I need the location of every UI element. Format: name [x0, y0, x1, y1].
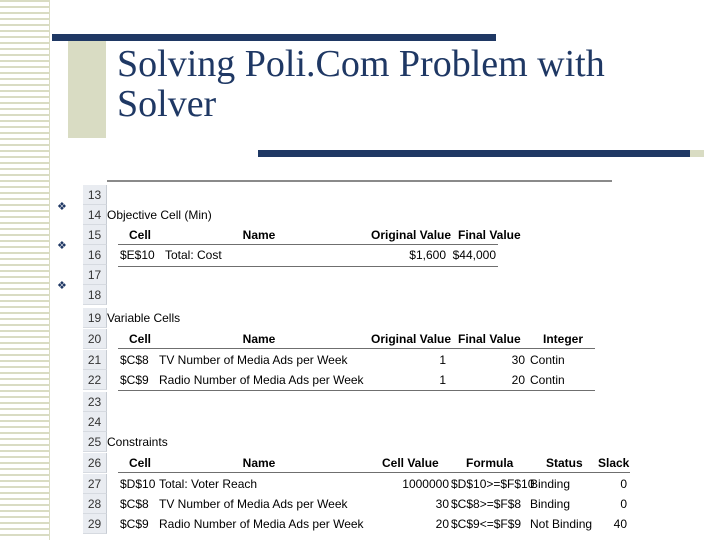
constraint-formula[interactable]: $C$9<=$F$9 — [451, 517, 522, 531]
constraints-header-name[interactable]: Name — [242, 456, 276, 470]
row-number[interactable]: 23 — [83, 392, 107, 412]
row-number[interactable]: 22 — [83, 370, 107, 390]
constraint-formula[interactable]: $D$10>=$F$10 — [451, 477, 535, 491]
constraint-cell-name[interactable]: Total: Voter Reach — [159, 477, 258, 491]
constraint-status[interactable]: Binding — [530, 477, 571, 491]
constraint-cell-ref[interactable]: $D$10 — [120, 477, 156, 491]
row-number[interactable]: 13 — [83, 185, 107, 205]
objective-header-name[interactable]: Name — [242, 228, 276, 242]
row-number[interactable]: 25 — [83, 432, 107, 452]
row-number[interactable]: 20 — [83, 329, 107, 349]
constraints-section-title[interactable]: Constraints — [107, 435, 168, 449]
objective-final-value[interactable]: $44,000 — [452, 248, 496, 262]
objective-header-cell[interactable]: Cell — [129, 228, 152, 242]
objective-cell-name[interactable]: Total: Cost — [165, 248, 222, 262]
constraint-slack[interactable]: 0 — [620, 477, 627, 491]
solver-report-sheet — [83, 180, 643, 540]
table-row — [83, 370, 643, 390]
variable-integer[interactable]: Contin — [530, 373, 565, 387]
title-bottom-bar — [258, 150, 690, 157]
title-bottom-bar-end — [690, 150, 704, 157]
constraint-cell-ref[interactable]: $C$8 — [120, 497, 149, 511]
variable-header-cell[interactable]: Cell — [129, 332, 152, 346]
constraints-header-formula[interactable]: Formula — [466, 456, 514, 470]
sheet-top-border — [107, 180, 612, 182]
objective-header-final[interactable]: Final Value — [458, 228, 521, 242]
sheet-row — [83, 392, 643, 412]
sheet-row — [83, 329, 643, 349]
objective-section-title[interactable]: Objective Cell (Min) — [107, 208, 212, 222]
variable-original-value[interactable]: 1 — [439, 353, 446, 367]
constraint-cell-value[interactable]: 20 — [435, 517, 449, 531]
variable-original-value[interactable]: 1 — [439, 373, 446, 387]
row-number[interactable]: 18 — [83, 285, 107, 305]
variable-final-value[interactable]: 20 — [511, 373, 525, 387]
variable-final-value[interactable]: 30 — [511, 353, 525, 367]
sheet-row — [83, 285, 643, 305]
variable-integer[interactable]: Contin — [530, 353, 565, 367]
row-number[interactable]: 26 — [83, 453, 107, 473]
objective-cell-ref[interactable]: $E$10 — [120, 248, 155, 262]
constraint-cell-value[interactable]: 1000000 — [402, 477, 449, 491]
slide-title: Solving Poli.Com Problem with Solver — [117, 43, 605, 125]
constraints-header-status[interactable]: Status — [546, 456, 583, 470]
objective-original-value[interactable]: $1,600 — [409, 248, 446, 262]
title-accent-box — [68, 36, 106, 138]
constraints-header-value[interactable]: Cell Value — [382, 456, 439, 470]
constraints-header-cell[interactable]: Cell — [129, 456, 152, 470]
sheet-row — [83, 205, 643, 225]
row-number[interactable]: 17 — [83, 265, 107, 285]
variable-header-final[interactable]: Final Value — [458, 332, 521, 346]
constraint-formula[interactable]: $C$8>=$F$8 — [451, 497, 522, 511]
objective-header-original[interactable]: Original Value — [371, 228, 452, 242]
variable-section-title[interactable]: Variable Cells — [107, 311, 181, 325]
decorative-stripes — [0, 0, 50, 540]
variable-header-original[interactable]: Original Value — [371, 332, 452, 346]
sheet-row — [83, 412, 643, 432]
constraint-cell-name[interactable]: Radio Number of Media Ads per Week — [159, 517, 364, 531]
constraint-cell-ref[interactable]: $C$9 — [120, 517, 149, 531]
table-rule — [118, 390, 595, 391]
diamond-bullet-icon: ❖ — [57, 280, 67, 292]
row-number[interactable]: 21 — [83, 350, 107, 370]
variable-cell-name[interactable]: TV Number of Media Ads per Week — [159, 353, 348, 367]
table-row — [83, 474, 643, 494]
diamond-bullet-icon: ❖ — [57, 201, 67, 213]
row-number[interactable]: 19 — [83, 308, 107, 328]
variable-header-name[interactable]: Name — [242, 332, 276, 346]
variable-cell-ref[interactable]: $C$9 — [120, 373, 149, 387]
variable-header-integer[interactable]: Integer — [543, 332, 584, 346]
row-number[interactable]: 29 — [83, 514, 107, 534]
row-number[interactable]: 14 — [83, 205, 107, 225]
table-row — [83, 350, 643, 370]
sheet-row — [83, 265, 643, 285]
constraint-slack[interactable]: 0 — [620, 497, 627, 511]
title-top-bar — [52, 34, 496, 41]
row-number[interactable]: 28 — [83, 494, 107, 514]
sheet-row — [83, 185, 643, 205]
row-number[interactable]: 15 — [83, 225, 107, 245]
constraints-header-slack[interactable]: Slack — [598, 456, 630, 470]
sheet-row — [83, 432, 643, 452]
variable-cell-ref[interactable]: $C$8 — [120, 353, 149, 367]
row-number[interactable]: 27 — [83, 474, 107, 494]
sheet-row — [83, 225, 643, 245]
constraint-slack[interactable]: 40 — [613, 517, 627, 531]
table-row — [83, 514, 643, 534]
constraint-cell-name[interactable]: TV Number of Media Ads per Week — [159, 497, 348, 511]
table-row — [83, 494, 643, 514]
row-number[interactable]: 24 — [83, 412, 107, 432]
constraint-status[interactable]: Binding — [530, 497, 571, 511]
constraint-cell-value[interactable]: 30 — [435, 497, 449, 511]
row-number[interactable]: 16 — [83, 245, 107, 265]
sheet-row — [83, 308, 643, 328]
sheet-row — [83, 453, 643, 473]
diamond-bullet-icon: ❖ — [57, 240, 67, 252]
constraint-status[interactable]: Not Binding — [530, 517, 593, 531]
table-rule — [118, 348, 595, 349]
variable-cell-name[interactable]: Radio Number of Media Ads per Week — [159, 373, 364, 387]
table-rule — [118, 472, 630, 473]
sheet-row — [83, 245, 643, 265]
